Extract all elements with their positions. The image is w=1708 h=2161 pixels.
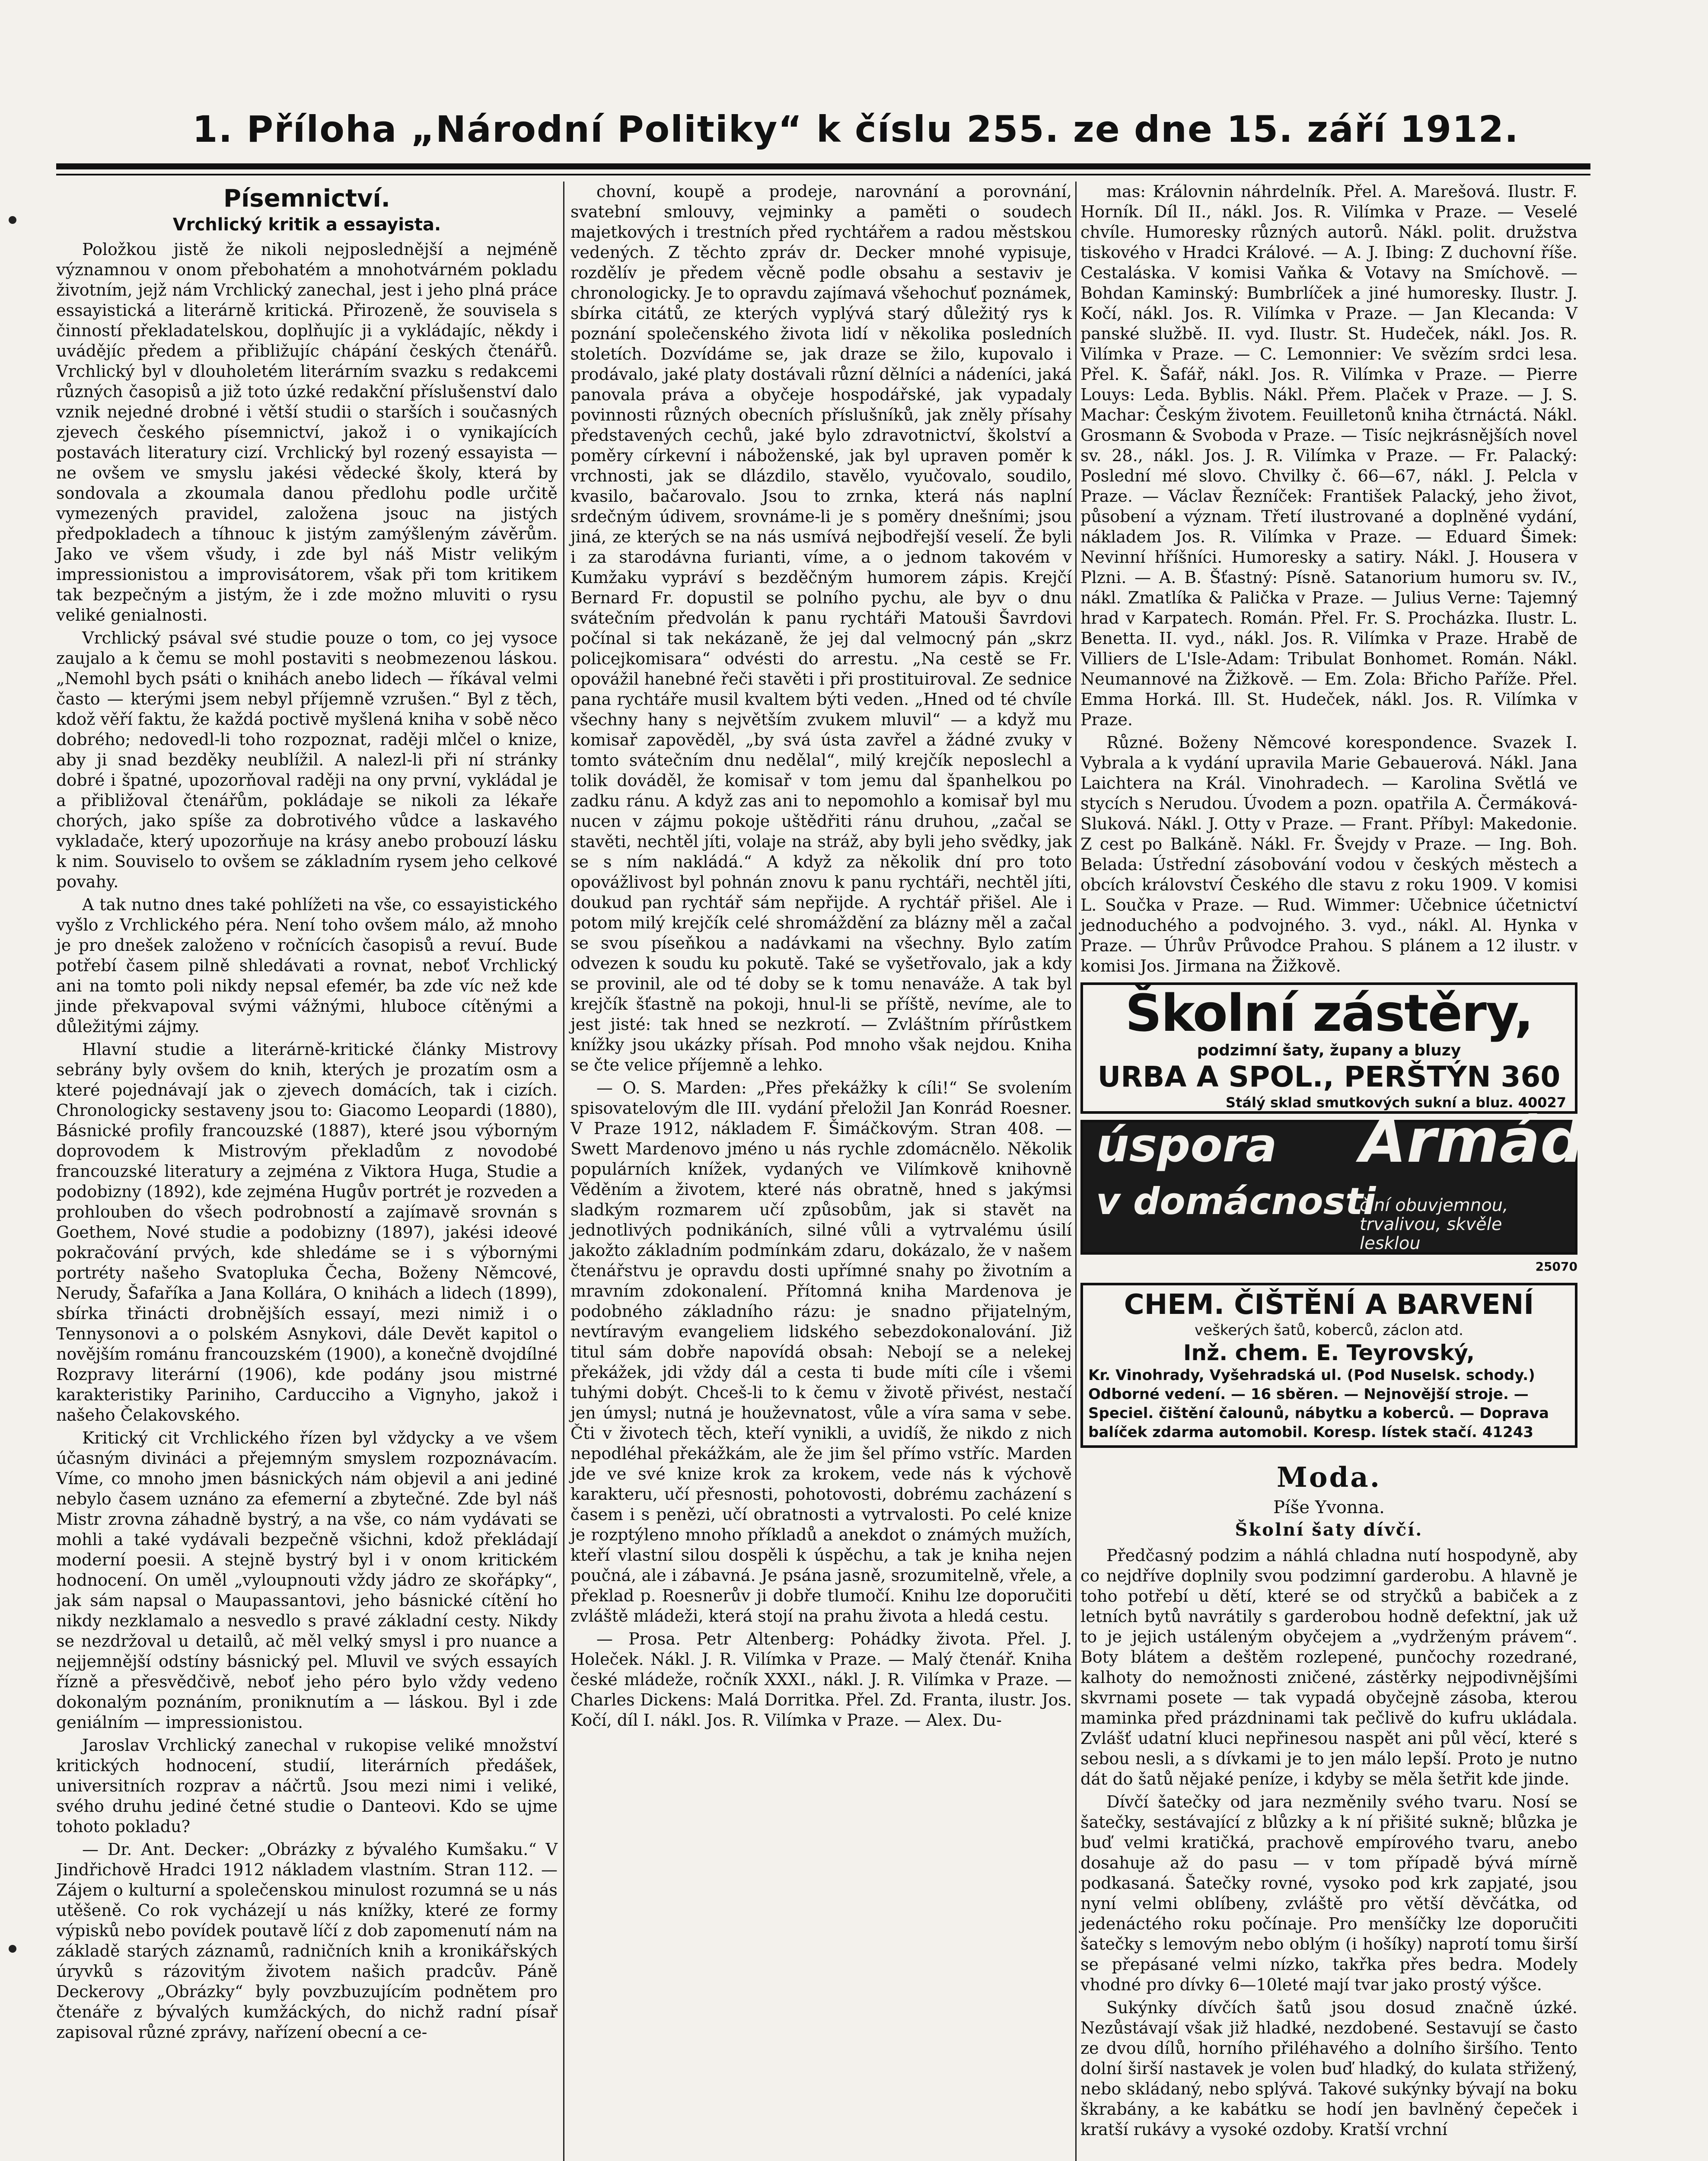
paragraph: A tak nutno dnes také pohlížeti na vše, co essayistického vyšlo z Vrchlického péra. Není toho ovšem málo, až mnoho je pro dnešek založeno v ročnících časopisů a revuí. Bude potřebí časem pilně shledávati a rovnat, neboť Vrchlický ani na tomto poli nikdy nepsal efemér, ba zde víc než kde jinde překvapoval svými vážnými, hluboce cítěnými a důležitými zájmy. — [56, 895, 558, 1036]
ad-line: podzimní šaty, župany a bluzy — [1197, 1042, 1461, 1059]
page-header: 1. Příloha „Národní Politiky“ k číslu 255. ze dne 15. září 1912. — [192, 108, 1519, 150]
column-2 — [570, 182, 1072, 2161]
article-title: Vrchlický kritik a essayista. — [172, 215, 441, 235]
paragraph: Vrchlický psával své studie pouze o tom, co jej vysoce zaujalo a k čemu se mohl postaviti s neobmezenou láskou. „Nemohl bych psáti o knihách anebo lidech — říkával velmi často — kterými jsem nebyl příjemně vzrušen.“ Byl z těch, kdož věří faktu, že každá poctivě myšlená kniha v sobě něco dobrého; nedovedl-li toho rozpoznat, raději mlčel o knize, aby ji snad bezděky neublížil. A nalezl-li při ní stránky dobré i špatné, upozorňoval raději na ony první, vykládal je a přibližoval čtenářům, pokládaje se nikoli za lékaře chorých, jako spíše za dobrotivého vůdce a laskavého vykladače, který upozorňuje na krásy anebo probouzí lásku k nim. Souviselo to ovšem se základním rysem jeho celkové povahy. — [56, 628, 558, 891]
column-3 — [1080, 182, 1625, 2161]
fashion-subtitle: Školní šaty dívčí. — [1235, 1520, 1423, 1540]
paragraph: — O. S. Marden: „Přes překážky k cíli!“ Se svolením spisovatelovým dle III. vydání přeložil Jan Konrád Roesner. V Praze 1912, nákladem F. Šimáčkovým. Stran 408. — Swett Mardenovo jméno u nás rychle zdomácnělo. Několik populárních knížek, vydaných ve Vilímkově knihovně Věděním a životem, které nás obratně, hned s jakýmsi sladkým rozmarem učí způsobům, jak si stavět na jednotlivých podnikáních, silné vůli a vytrvalému úsilí jakožto základním podmínkám zdaru, dokázalo, že v našem čtenářstvu je opravdu dosti upřímné snahy po životním a mravním zdokonalení. Přítomná kniha Mardenova je podobného základního rázu: je snadno přijatelným, nevtíravým evangeliem lidského sebezdokonalování. Již titul sám dobře napovídá obsah: Nebojí se a nelekej překážek, jdi vždy dál a cesta ti bude míti cíle i všemi tuhými dobýt. Chceš-li to k čemu v životě přivést, nestačí jen úmysl; nutná je houževnatost, vůle a víra sama v sebe. Čti v životech těch, kteří vynikli, a uvidíš, že nikdo z nich nepodléhal překážkám, ale že jim šel přímo vstříc. Marden jde ve své knize krok za krokem, vede nás k výchově karakteru, učí přesnosti, pohotovosti, dobrému zacházení s časem i s penězi, učí obratnosti a vytrvalosti. Po celé knize je rozptýleno mnoho příkladů a anekdot o známých mužích, kteří vlastní silou dospěli k úspěchu, a tak je kniha nejen poučná, ale i zábavná. Je psána jasně, srozumitelně, vřele, a překlad p. Roesnerův ji dobře tlumočí. Knihu lze doporučiti zvláště mládeži, která stojí na prahu života a hledá cestu. — [570, 1078, 1072, 1626]
ad-owner: Inž. chem. E. Teyrovský, — [1183, 1340, 1475, 1365]
paragraph: Různé. Boženy Němcové korespondence. Svazek I. Vybrala a k vydání upravila Marie Gebauerová. Nákl. Jana Laichtera na Král. Vinohradech. — Karolina Světlá ve stycích s Nerudou. Úvodem a pozn. opatřila A. Čermáková-Sluková. Nákl. J. Otty v Praze. — Frant. Příbyl: Makedonie. Z cest po Balkáně. Nákl. Fr. Švejdy v Praze. — Ing. Boh. Belada: Ústřední zásobování vodou v českých městech a obcích království Českého dle stavu z roku 1909. V komisi L. Součka v Praze. — Rud. Wimmer: Učebnice účetnictví jednoduchého a podvojného. 3. vyd., nákl. Al. Hynka v Praze. — Úhrův Průvodce Prahou. S plánem a 12 ilustr. v komisi Jos. Jirmana na Žižkově. — [1080, 733, 1577, 975]
binding-hole-dot — [9, 1945, 16, 1953]
paragraph: — Prosa. Petr Altenberg: Pohádky života. Přel. J. Holeček. Nákl. J. R. Vilímka v Praze. — Malý čtenář. Kniha české mládeže, ročník XXXI., nákl. J. R. Vilímka v Praze. — Charles Dickens: Malá Dorritka. Přel. Zd. Franta, ilustr. Jos. Kočí, díl I. nákl. Jos. R. Vilímka v Praze. — Alex. Du- — [570, 1629, 1072, 1730]
header-rule-thin — [56, 174, 1590, 175]
paragraph: Hlavní studie a literárně-kritické články Mistrovy sebrány byly ovšem do knih, kterých je prozatím osm a které pojednávají jak o zjevech domácích, tak i cizích. Chronologicky sestaveny jsou to: Giacomo Leopardi (1880), Básnické profily francouzské (1887), které jsou výborným doprovodem k Mistrovým překladům z novodobé francouzské literatury a zejména z Viktora Huga, Studie a podobizny (1892), kde zejména Hugův portrét je rozveden a prohlouben do všech podrobností a zajímavě srovnán s Goethem, Nové studie a podobizny (1897), jakési ideové pokračování prvých, kde shledáme se i s výbornými portréty našeho Svatopluka Čecha, Boženy Němcové, Nerudy, Šafaříka a Jana Kollára, O knihách a lidech (1899), sbírka třinácti drobnějších essayí, mezi nimiž i o Tennysonovi a o polském Asnykovi, dále Devět kapitol o novějším románu francouzském (1900), a konečně dvojdílné Rozpravy literární (1906), kde podány jsou mistrné karakteristiky Pariniho, Carducciho a Vignyho, jakož i našeho Čelakovského. — [56, 1040, 558, 1425]
ad-text: činí obuvjemnou, trvalivou, skvěle lesklou — [1360, 1195, 1508, 1253]
fashion-section-title: Moda. — [1276, 1461, 1382, 1494]
section-title: Písemnictví. — [223, 185, 390, 213]
ad-headline: Školní zástěry, — [1125, 983, 1533, 1043]
advertisement-armada — [1080, 1106, 1625, 1255]
paragraph: Sukýnky dívčích šatů jsou dosud značně úzké. Nezůstávají však již hladké, nezdobené. Sestavují se často ze dvou dílů, horního přiléhavého a dolního širšího. Tento dolní širší nastavek je volen buď hladký, do kulata střižený, nebo skládaný, nebo splývá. Takové sukýnky bývají na boku škrabány, a ke kabátku se hodí jen bavlněný čepeček i kratší rukávy a vysoké ozdoby. Kratší vrchní — [1080, 1998, 1577, 2139]
binding-hole-dot — [9, 216, 16, 224]
paragraph: mas: Královnin náhrdelník. Přel. A. Marešová. Ilustr. F. Horník. Díl II., nákl. Jos. R. Vilímka v Praze. — Veselé chvíle. Humoresky různých autorů. Nákl. polit. družstva tiskového v Hradci Králové. — A. J. Ibing: Z duchovní říše. Cestaláska. V komisi Vaňka & Votavy na Smíchově. — Bohdan Kaminský: Bumbrlíček a jiné humoresky. Ilustr. J. Kočí, nákl. Jos. R. Vilímka v Praze. — Jan Klecanda: V panské službě. II. vyd. Ilustr. St. Hudeček, nákl. Jos. R. Vilímka v Praze. — C. Lemonnier: Ve svězím srdci lesa. Přel. K. Šafář, nákl. Jos. R. Vilímka v Praze. — Pierre Louys: Leda. Byblis. Nákl. Přem. Plaček v Praze. — J. S. Machar: Českým životem. Feuilletonů kniha čtrnáctá. Nákl. Grosmann & Svoboda v Praze. — Tisíc nejkrásnějších novel sv. 28., nákl. Jos. J. R. Vilímka v Praze. — Fr. Palacký: Poslední mé slovo. Chvilky č. 66—67, nákl. J. Pelcla v Praze. — Václav Řezníček: František Palacký, jeho život, působení a význam. Třetí ilustrované a doplněné vydání, nákladem Jos. R. Vilímka v Praze. — Eduard Šimek: Nevinní hříšníci. Humoresky a satiry. Nákl. J. Housera v Plzni. — A. B. Šťastný: Písně. Satanorium humoru sv. IV., nákl. Zmatlíka & Palička v Praze. — Julius Verne: Tajemný hrad v Karpatech. Román. Přel. Fr. S. Procházka. Ilustr. L. Benetta. II. vyd., nákl. Jos. R. Vilímka v Praze. Hrabě de Villiers de L'Isle-Adam: Tribulat Bonhomet. Román. Nákl. Neumannové na Žižkově. — Em. Zola: Břicho Paříže. Přel. Emma Horká. Ill. St. Hudeček, nákl. Jos. R. Vilímka v Praze. — [1080, 182, 1577, 729]
paragraph: Jaroslav Vrchlický zanechal v rukopise veliké množství kritických hodnocení, studií, literárních předášek, universitních rozprav a náčrtů. Jsou mezi nimi i veliké, svého druhu jediné četné studie o Danteovi. Kdo se ujme tohoto pokladu? — [56, 1736, 558, 1836]
ad-line: Stálý sklad smutkových sukní a bluz. 40027 — [1226, 1094, 1566, 1111]
column-1 — [56, 182, 558, 2161]
ad-number: 25070 — [1535, 1259, 1577, 1274]
header-rule-thick — [56, 163, 1590, 169]
ad-line: veškerých šatů, koberců, záclon atd. — [1195, 1322, 1463, 1339]
paragraph: Položkou jistě že nikoli nejposlednější a nejméně významnou v onom přebohatém a mnohotvárném pokladu životním, jejž nám Vrchlický zanechal, jest i jeho plná práce essayistická a literárně kritická. Přirozeně, že souvisela s činností překladatelskou, doplňujíc ji a vykládajíc, někdy i uvádějíc předem a přibližujíc chápání českých čtenářů. Vrchlický byl v dlouholetém literárním svazku s redakcemi různých časopisů a již toto úzké redakční příslušenství dalo vznik nejedné drobné i větší studii o starších i současných zjevech českého písemnictví, jakož i o vynikajících postavách literatury cizí. Vrchlický byl rozený essayista — ne ovšem ve smyslu jakési vědecké školy, která by sondovala a zkoumala danou předlohu podle určitě vymezených pravidel, založena jsouc na jistých předpokladech a tíhnouc k jistým zamýšleným závěrům. Jako ve všem všudy, i zde byl náš Mistr velikým impressionistou a improvisátorem, však při tom kritikem tak bezpečným a jistým, že i zde možno mluviti o rysu veliké genialnosti. — [56, 240, 558, 625]
paragraph: — Dr. Ant. Decker: „Obrázky z bývalého Kumšaku.“ V Jindřichově Hradci 1912 nákladem vlastním. Stran 112. — Zájem o kulturní a společenskou minulost rozumná se u nás utěšeně. Co rok vycházejí u nás knížky, které ze formy výpisků nebo povídek poutavě líčí z dob zapomenutí nám na základě starých záznamů, radničních knih a kronikářských úryvků s rázovitým životem našich pradcův. Páně Deckerovy „Obrázky“ byly povzbuzujícím podnětem pro čtenáře z bývalých kumžáckých, do nichž radní písař zapisoval různé zprávy, nařízení obecní a ce- — [56, 1840, 558, 2042]
column-separator — [1075, 182, 1077, 2161]
fashion-author: Píše Yvonna. — [1273, 1498, 1385, 1517]
ad-address: Kr. Vinohrady, Vyšehradská ul. (Pod Nuselsk. schody.) Odborné vedení. — 16 sběren. — Nejnovější stroje. — Speciel. čištění čalounů, nábytku a koberců. — Doprava balíček zdarma automobil. Koresp. lístek stačí. 41243 — [1088, 1367, 1549, 1441]
ad-headline: CHEM. ČIŠTĚNÍ A BARVENÍ — [1124, 1289, 1534, 1321]
paragraph: Kritický cit Vrchlického řízen byl vždycky a ve všem účasným divináci a přejemným smyslem rozpoznávacím. Víme, co mnoho jmen básnických nám objevil a ani jediné nebylo časem uznáno za efemerní a zbytečné. Zde byl náš Mistr zrovna záhadně bystrý, a na vše, co nám vydávati se mohli a také vydávali bezpečně všichni, kdož překládají moderní poesii. A stejně bystrý byl i v onom kritickém hodnocení. On uměl „vyloupnouti vždy jádro ze skořápky“, jak sám napsal o Maupassantovi, jeho básnické cítění ho nikdy nezklamalo a nesvedlo s pravé základní cesty. Nikdy se nezdržoval u detailů, ač měl velký smysl i pro nuance a nejjemnější odstíny básnický pel. Mluvil ve svých essayích řízně a přesvědčivě, neboť jeho péro bylo vždy vedeno dokonalým poznáním, proniknutím a — láskou. Byl i zde geniálním — impressionistou. — [56, 1428, 558, 1732]
column-separator — [563, 182, 564, 2161]
paragraph: chovní, koupě a prodeje, narovnání a porovnání, svatební smlouvy, vejminky a paměti o soudech majetkových i trestních před rychtářem a radou městskou vedených. Z těchto zpráv dr. Decker mnohé vypisuje, rozdělív je předem věcně podle obsahu a sestaviv je chronologicky. Je to opravdu zajímavá všehochuť poznámek, sbírka citátů, ze kterých vyplývá starý důležitý rys k poznání společenského života lidí v několika posledních stoletích. Dozvídáme se, jak draze se žilo, kupovalo i prodávalo, jaké platy dostávali různí dělníci a nádeníci, jaká panovala práva a obyčeje hospodářské, jak vypadaly povinnosti různých obecních příslušníků, jak zněly přísahy představených cechů, jaké bylo zdravotnictví, školství a poměry církevní i náboženské, jak byl upraven poměr k vrchnosti, jak se dlázdilo, stavělo, vyučovalo, soudilo, kvasilo, bačarovalo. Jsou to zrnka, která nás naplní srdečným údivem, srovnáme-li je s poměry dnešními; jsou jiná, ze kterých se na nás usmívá nejbodřejší veselí. Že byli i za starodávna furianti, víme, a o jednom takovém v Kumžaku vypráví s bezděčným humorem zápis. Krejčí Bernard Fr. dopustil se polního pychu, ale byv o dnu svátečním předvolán k panu rychtáři Matouši Šavrdovi počínal si tak nekázaně, že jej dal velmocný pán „skrz policejkomisara“ odvésti do arrestu. „Na cestě se Fr. opovážil hanebné řeči stavěti i při prostituiroval. Ze sednice pana rychtáře musil kvaltem býti veden. „Hned od té chvíle všechny hany s největším zvukem mluvil“ — a když mu komisař zapověděl, „by svá ústa zavřel a žádné zvuky v tomto svátečním dnu nedělal“, milý krejčík neposlechl a tolik dováděl, že komisař v tom jemu dal španhelkou po zadku ránu. A když zas ani to nepomohlo a komisař byl mu nucen v zájmu pokoje uštědřiti ránu druhou, „začal se stavěti, nechtěl jíti, volaje na stráž, aby byli jeho svědky, jak se s ním nakládá.“ A když za několik dní pro toto opovážlivost byl pohnán znovu k panu rychtáři, nechtěl jíti, doukud pan rychtář sám nepřijde. A rychtář přišel. Ale i potom milý krejčík celé shromáždění za blázny měl a začal se svou píseňkou a nadávkami na všechny. Bylo zatím odvezen k soudu ku pokutě. Také se vyšetřovalo, jak a kdy se provinil, ale od té doby se k tomu nenaváže. A tak byl krejčík šťastně na pokoji, hnul-li se příště, nevíme, ale to jest jisté: tak hned se nezkrotí. — Zvláštním přírůstkem knížky jsou ukázky přísah. Pod mnoho však nejdou. Kniha se čte velice příjemně a lehko. — [570, 182, 1072, 1074]
ad-firm-name: URBA A SPOL., PERŠTÝN 360 — [1097, 1060, 1561, 1093]
advertisement-cisteni — [1080, 1283, 1577, 1448]
paragraph: Předčasný podzim a náhlá chladna nutí hospodyně, aby co nejdříve doplnily svou podzimní garderobu. A hlavně je toho potřebí u dětí, které se od stryčků a babiček a z letních bytů navrátily s garderobou hodně defektní, jak už to je jejich ustáleným obyčejem a „vydrženým právem“. Boty blátem a deštěm rozlepené, punčochy rozedrané, kalhoty do nemožnosti zničené, zástěrky nejpodivnějšími skvrnami posete — tak vypadá obyčejně zásoba, kterou maminka před prázdninami tak pečlivě do kufru ukládala. Zvlášť udatní kluci nepřinesou naspět ani půl věcí, které s sebou nesli, a s dívkami je to jen málo lepší. Proto je nutno dát do šatů nějaké peníze, i kdyby se měla šetřit kde jinde. — [1080, 1546, 1577, 1788]
ad-brand: Armáda — [1360, 1106, 1625, 1176]
advertisement-zastery — [1080, 982, 1577, 1114]
ad-word: v domácnosti — [1096, 1180, 1376, 1223]
ad-word: úspora — [1096, 1119, 1277, 1173]
paragraph: Dívčí šatečky od jara nezměnily svého tvaru. Nosí se šatečky, sestávající z blůzky a k ní přišité sukně; blůzka je buď velmi kratičká, prachově empírového tvaru, anebo dosahuje až do pasu — v tom případě bývá mírně podkasaná. Šatečky rovné, vysoko pod krk zapjaté, jsou nyní velmi oblíbeny, zvláště pro větší děvčátka, od jedenáctého roku počínaje. Pro menšíčky lze doporučiti šatečky s lemovým nebo oblým (i hošíky) naprotí tomu širší se přepásané velmi nízko, takřka přes bedra. Modely vhodné pro dívky 6—10leté mají tvar jako prostý výšce. — [1080, 1792, 1577, 1994]
